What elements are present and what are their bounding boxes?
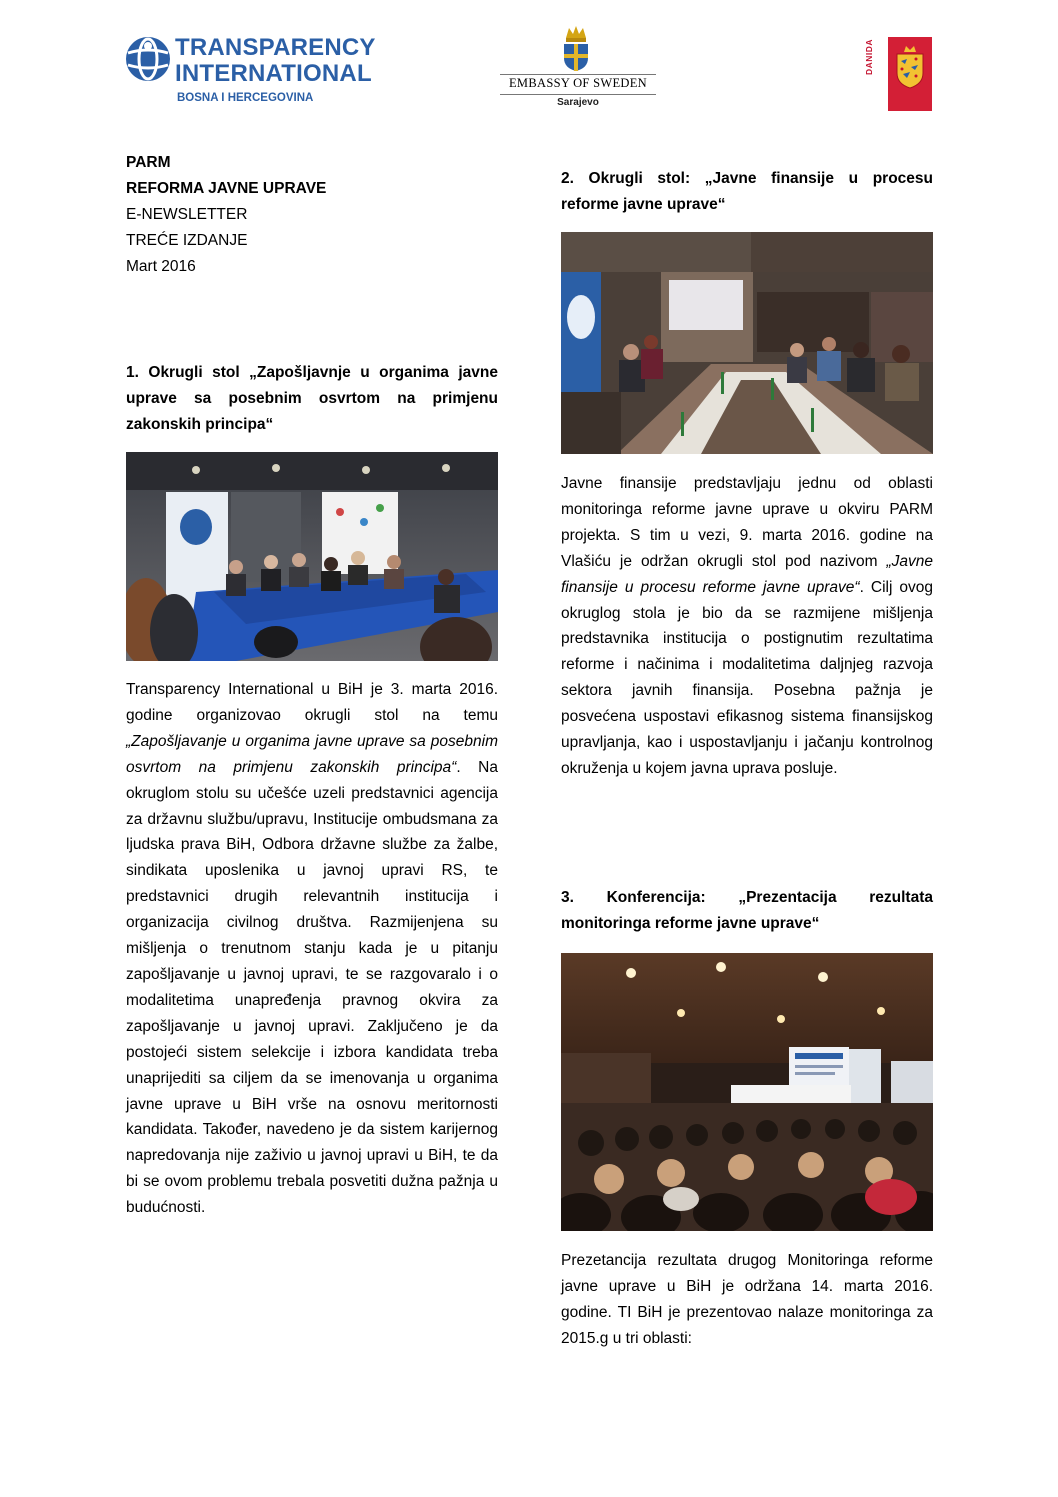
article-2-body-title: „Javne finansije u procesu reforme javne uprave“ — [561, 552, 933, 596]
danida-logo — [864, 37, 934, 111]
ti-logo-subtitle: BOSNA I HERCEGOVINA — [177, 92, 314, 104]
article-1-heading-block — [126, 360, 498, 438]
article-3-heading-block — [561, 885, 933, 937]
sweden-logo-rule-top — [500, 74, 656, 75]
article-2-body-intro: Javne finansije predstavljaju jednu od oblasti monitoringa reforme javne uprave u okviru PARM projekta. S tim u vezi, 9. marta 2016. godine na Vlašiću je održan okrugli stol pod nazivom — [561, 475, 933, 570]
article-3-body — [561, 1248, 933, 1352]
danida-logo-text: DANIDA — [864, 39, 874, 76]
masthead-type: E-NEWSLETTER — [126, 206, 248, 223]
article-2-body-block — [561, 471, 933, 782]
article-1-body-rest: . Na okruglom stolu su učešće uzeli predstavnici agencija za državnu službu/upravu, Institucije ombudsmana za ljudska prava BiH, Odbora državne službe za žalbe, sindikata uposlenika u javnoj upravi RS, te predstavnici drugih relevantnih institucija i organizacija civilnog društva. Razmijenjena su mišljenja o trenutnom stanju kada je u pitanju zapošljavanje u javnoj upravi, te se razgovaralo i o modalitetima unapređenja pravnog okvira za zapošljavanje u javnoj upravi. Zaključeno je da postojeći sistem selekcije i izbora kandidata treba unaprijediti sa ciljem da se imenovanja u organima javne uprave u BiH vrše na osnovu meritornosti kandidata. Također, navedeno je da sistem karijernog napredovanja nije zaživio u javnoj upravi u BiH, te da bi se ovom problemu trebala posvetiti dužna pažnja u budućnosti. — [126, 758, 498, 1217]
article-2-heading-block — [561, 166, 933, 218]
article-3-heading: 3. Konferencija: „Prezentacija rezultata monitoringa reforme javne uprave“ — [561, 889, 933, 932]
ti-globe-icon — [125, 36, 171, 82]
article-2-body — [561, 471, 933, 782]
article-1-body — [126, 677, 498, 1221]
swedish-crown-emblem-icon — [558, 24, 594, 72]
article-3-body-intro: Prezetancija rezultata drugog Monitoringa reforme javne uprave u BiH je održana 14. marta 2016. godine. TI BiH je prezentovao nalaze monitoringa za 2015.g u tri oblasti: — [561, 1252, 933, 1347]
sweden-logo-city: Sarajevo — [557, 97, 599, 108]
transparency-international-logo — [125, 34, 395, 114]
masthead-project: PARM — [126, 154, 171, 171]
roundtable-photo-1 — [126, 452, 498, 661]
article-1-body-block — [126, 677, 498, 1221]
article-2-heading: 2. Okrugli stol: „Javne finansije u procesu reforme javne uprave“ — [561, 170, 933, 213]
article-2-body-rest: . Cilj ovog okruglog stola je bio da se razmijene mišljenja predstavnika institucija o postignutim rezultatima reforme i načinima i modalitetima daljnjeg razvoja sektora javnih finansija. Posebna pažnja je posvećena uspostavi efikasnog sistema finansijskog upravljanja, kao i uspostavljanju i jačanju kontrolnog okruženja u kojem javna uprava posluje. — [561, 578, 933, 777]
masthead-title: REFORMA JAVNE UPRAVE — [126, 180, 327, 197]
conference-photo — [561, 953, 933, 1231]
article-3-body-block — [561, 1248, 933, 1352]
article-1-body-intro: Transparency International u BiH je 3. marta 2016. godine organizovao okrugli stol na temu — [126, 681, 498, 724]
masthead-edition: TREĆE IZDANJE — [126, 232, 248, 249]
roundtable-photo-2 — [561, 232, 933, 454]
masthead-date: Mart 2016 — [126, 258, 196, 275]
ti-logo-line2: INTERNATIONAL — [175, 60, 372, 87]
article-1-body-title: „Zapošljavanje u organima javne uprave sa posebnim osvrtom na primjenu zakonskih principa“ — [126, 732, 498, 776]
embassy-of-sweden-logo — [498, 24, 658, 114]
sweden-logo-name: EMBASSY OF SWEDEN — [509, 76, 647, 90]
ti-logo-line1: TRANSPARENCY — [175, 34, 376, 61]
sweden-logo-rule-bottom — [500, 94, 656, 95]
article-1-heading: 1. Okrugli stol „Zapošljavnje u organima javne uprave sa posebnim osvrtom na primjenu zakonskih principa“ — [126, 364, 498, 433]
danish-coat-of-arms-icon — [894, 45, 926, 89]
